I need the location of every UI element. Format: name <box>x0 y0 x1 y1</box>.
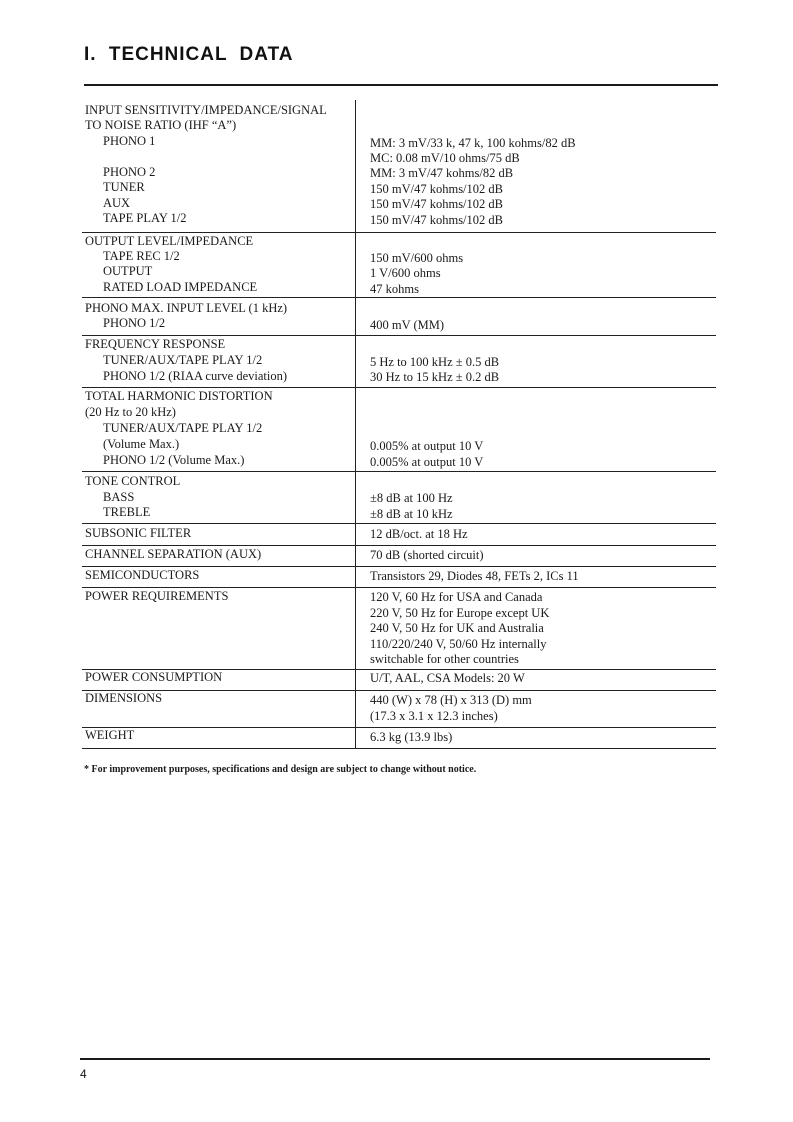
spec-sublabel: TREBLE <box>103 505 151 519</box>
spec-row-frequency <box>82 336 716 388</box>
spec-value: 150 mV/47 kohms/102 dB <box>370 182 503 196</box>
spec-label: TO NOISE RATIO (IHF “A”) <box>85 118 237 132</box>
spec-sublabel: TUNER/AUX/TAPE PLAY 1/2 <box>103 421 263 435</box>
spec-label: PHONO MAX. INPUT LEVEL (1 kHz) <box>85 301 288 315</box>
spec-value: 1 V/600 ohms <box>370 266 441 280</box>
page-title: I. TECHNICAL DATA <box>84 44 294 65</box>
spec-sublabel: OUTPUT <box>103 264 153 278</box>
spec-row-phono-max <box>82 298 716 336</box>
spec-row-power <box>82 588 716 670</box>
page-number: 4 <box>80 1067 87 1081</box>
column-divider <box>355 100 356 749</box>
spec-value: MC: 0.08 mV/10 ohms/75 dB <box>370 151 520 165</box>
spec-value: 6.3 kg (13.9 lbs) <box>370 730 453 744</box>
spec-value: Transistors 29, Diodes 48, FETs 2, ICs 11 <box>370 569 579 583</box>
spec-label: (20 Hz to 20 kHz) <box>85 405 176 419</box>
spec-row-input <box>82 100 716 233</box>
top-rule <box>84 84 718 86</box>
spec-value: 120 V, 60 Hz for USA and Canada <box>370 590 543 604</box>
spec-row-thd <box>82 388 716 472</box>
footnote: * For improvement purposes, specifications and design are subject to change without notice. <box>84 764 477 775</box>
spec-value: 70 dB (shorted circuit) <box>370 548 484 562</box>
spec-label: SEMICONDUCTORS <box>85 568 200 582</box>
spec-label: SUBSONIC FILTER <box>85 526 192 540</box>
spec-label: FREQUENCY RESPONSE <box>85 337 226 351</box>
spec-value: (17.3 x 3.1 x 12.3 inches) <box>370 709 498 723</box>
spec-value: 110/220/240 V, 50/60 Hz internally <box>370 637 547 651</box>
spec-label: CHANNEL SEPARATION (AUX) <box>85 547 262 561</box>
spec-value: MM: 3 mV/47 kohms/82 dB <box>370 166 514 180</box>
spec-value: MM: 3 mV/33 k, 47 k, 100 kohms/82 dB <box>370 136 576 150</box>
spec-row-tone <box>82 472 716 524</box>
spec-sublabel: TUNER/AUX/TAPE PLAY 1/2 <box>103 353 263 367</box>
spec-label: TONE CONTROL <box>85 474 181 488</box>
spec-row-weight <box>82 728 716 749</box>
spec-value: 30 Hz to 15 kHz ± 0.2 dB <box>370 370 500 384</box>
spec-sublabel: PHONO 1/2 <box>103 316 166 330</box>
bottom-rule <box>80 1058 710 1060</box>
spec-sublabel: PHONO 2 <box>103 165 156 179</box>
spec-value: 0.005% at output 10 V <box>370 439 484 453</box>
spec-value: 47 kohms <box>370 282 419 296</box>
spec-label: INPUT SENSITIVITY/IMPEDANCE/SIGNAL <box>85 103 327 117</box>
spec-value: 150 mV/47 kohms/102 dB <box>370 213 503 227</box>
spec-value: 0.005% at output 10 V <box>370 455 484 469</box>
spec-sublabel: TUNER <box>103 180 145 194</box>
spec-value: 220 V, 50 Hz for Europe except UK <box>370 606 550 620</box>
spec-value: 150 mV/47 kohms/102 dB <box>370 197 503 211</box>
spec-row-separation <box>82 546 716 567</box>
spec-sublabel: BASS <box>103 490 135 504</box>
spec-value: ±8 dB at 100 Hz <box>370 491 453 505</box>
spec-value: ±8 dB at 10 kHz <box>370 507 453 521</box>
spec-value: 240 V, 50 Hz for UK and Australia <box>370 621 544 635</box>
spec-value: switchable for other countries <box>370 652 519 666</box>
spec-label: DIMENSIONS <box>85 691 163 705</box>
spec-value: 150 mV/600 ohms <box>370 251 464 265</box>
spec-row-consumption <box>82 670 716 691</box>
spec-sublabel: PHONO 1 <box>103 134 156 148</box>
spec-value: 12 dB/oct. at 18 Hz <box>370 527 468 541</box>
spec-row-semiconductors <box>82 567 716 588</box>
spec-sublabel: TAPE REC 1/2 <box>103 249 180 263</box>
spec-sublabel: RATED LOAD IMPEDANCE <box>103 280 258 294</box>
spec-value: 440 (W) x 78 (H) x 313 (D) mm <box>370 693 532 707</box>
row-divider <box>82 748 716 749</box>
spec-label: POWER REQUIREMENTS <box>85 589 229 603</box>
spec-label: POWER CONSUMPTION <box>85 670 223 684</box>
spec-value: 400 mV (MM) <box>370 318 445 332</box>
spec-value: U/T, AAL, CSA Models: 20 W <box>370 671 525 685</box>
spec-label: TOTAL HARMONIC DISTORTION <box>85 389 273 403</box>
spec-sublabel: TAPE PLAY 1/2 <box>103 211 187 225</box>
spec-sublabel: (Volume Max.) <box>103 437 180 451</box>
spec-label: WEIGHT <box>85 728 135 742</box>
spec-sublabel: PHONO 1/2 (Volume Max.) <box>103 453 245 467</box>
spec-sublabel: AUX <box>103 196 131 210</box>
spec-value: 5 Hz to 100 kHz ± 0.5 dB <box>370 355 500 369</box>
spec-label: OUTPUT LEVEL/IMPEDANCE <box>85 234 254 248</box>
spec-row-dimensions <box>82 691 716 728</box>
spec-row-subsonic <box>82 524 716 546</box>
spec-row-output <box>82 233 716 298</box>
spec-sublabel: PHONO 1/2 (RIAA curve deviation) <box>103 369 287 383</box>
